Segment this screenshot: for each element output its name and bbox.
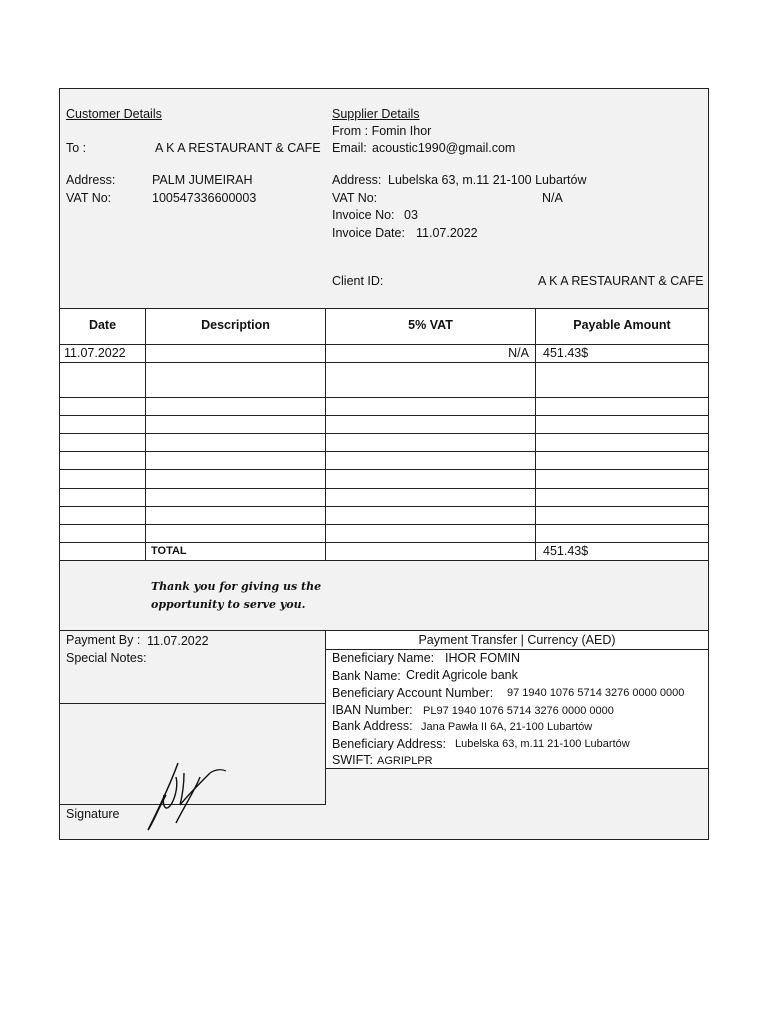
- row1-amount: 451.43$: [543, 346, 589, 360]
- thank-you-line1: Thank you for giving us the: [151, 580, 322, 593]
- bank-address-label: Bank Address:: [332, 719, 413, 733]
- customer-vat-value: 100547336600003: [152, 191, 257, 205]
- supplier-vat-value: N/A: [542, 191, 563, 205]
- customer-vat-label: VAT No:: [66, 191, 112, 205]
- col-header-date: Date: [88, 318, 117, 332]
- account-number-value: 97 1940 1076 5714 3276 0000 0000: [507, 687, 685, 699]
- supplier-vat-label: VAT No:: [332, 191, 378, 205]
- total-label: TOTAL: [151, 545, 187, 557]
- iban-value: PL97 1940 1076 5714 3276 0000 0000: [423, 705, 614, 717]
- signature-label: Signature: [66, 807, 120, 821]
- row1-vat: N/A: [508, 346, 529, 360]
- payment-by-value: 11.07.2022: [147, 634, 209, 648]
- supplier-details-heading: Supplier Details: [332, 107, 420, 121]
- bank-address-value: Jana Pawła II 6A, 21-100 Lubartów: [421, 721, 593, 733]
- payment-by-label: Payment By :: [66, 633, 141, 647]
- beneficiary-address-value: Lubelska 63, m.11 21-100 Lubartów: [455, 738, 630, 750]
- client-id-label: Client ID:: [332, 274, 384, 288]
- row1-date: 11.07.2022: [64, 346, 126, 360]
- swift-label: SWIFT:: [332, 753, 373, 767]
- to-value: A K A RESTAURANT & CAFE: [155, 141, 321, 155]
- special-notes-label: Special Notes:: [66, 651, 147, 665]
- to-label: To :: [66, 141, 87, 155]
- supplier-email-label: Email:: [332, 141, 367, 155]
- customer-details-heading: Customer Details: [66, 107, 162, 121]
- invoice-date-label: Invoice Date:: [332, 226, 405, 240]
- supplier-address-value: Lubelska 63, m.11 21-100 Lubartów: [388, 173, 587, 187]
- invoice-no-label: Invoice No:: [332, 208, 395, 222]
- invoice-date-value: 11.07.2022: [416, 226, 478, 240]
- handwritten-signature: [140, 755, 235, 840]
- payment-transfer-heading: Payment Transfer | Currency (AED): [418, 633, 616, 647]
- bank-name-label: Bank Name:: [332, 669, 401, 683]
- col-header-vat: 5% VAT: [408, 318, 453, 332]
- swift-value: AGRIPLPR: [377, 755, 433, 767]
- iban-label: IBAN Number:: [332, 703, 413, 717]
- invoice-no-value: 03: [404, 208, 418, 222]
- beneficiary-name-value: IHOR FOMIN: [445, 651, 520, 665]
- col-header-payable-amount: Payable Amount: [573, 318, 671, 332]
- beneficiary-name-label: Beneficiary Name:: [332, 651, 435, 665]
- client-id-value: A K A RESTAURANT & CAFE: [538, 274, 704, 288]
- customer-address-label: Address:: [66, 173, 116, 187]
- supplier-from: From : Fomin Ihor: [332, 124, 432, 138]
- account-number-label: Beneficiary Account Number:: [332, 686, 494, 700]
- total-amount: 451.43$: [543, 544, 589, 558]
- supplier-email-value: acoustic1990@gmail.com: [372, 141, 516, 155]
- bank-name-value: Credit Agricole bank: [406, 668, 518, 682]
- thank-you-line2: opportunity to serve you.: [151, 598, 306, 611]
- col-header-description: Description: [201, 318, 270, 332]
- beneficiary-address-label: Beneficiary Address:: [332, 737, 446, 751]
- customer-address-value: PALM JUMEIRAH: [152, 173, 253, 187]
- supplier-address-label: Address:: [332, 173, 382, 187]
